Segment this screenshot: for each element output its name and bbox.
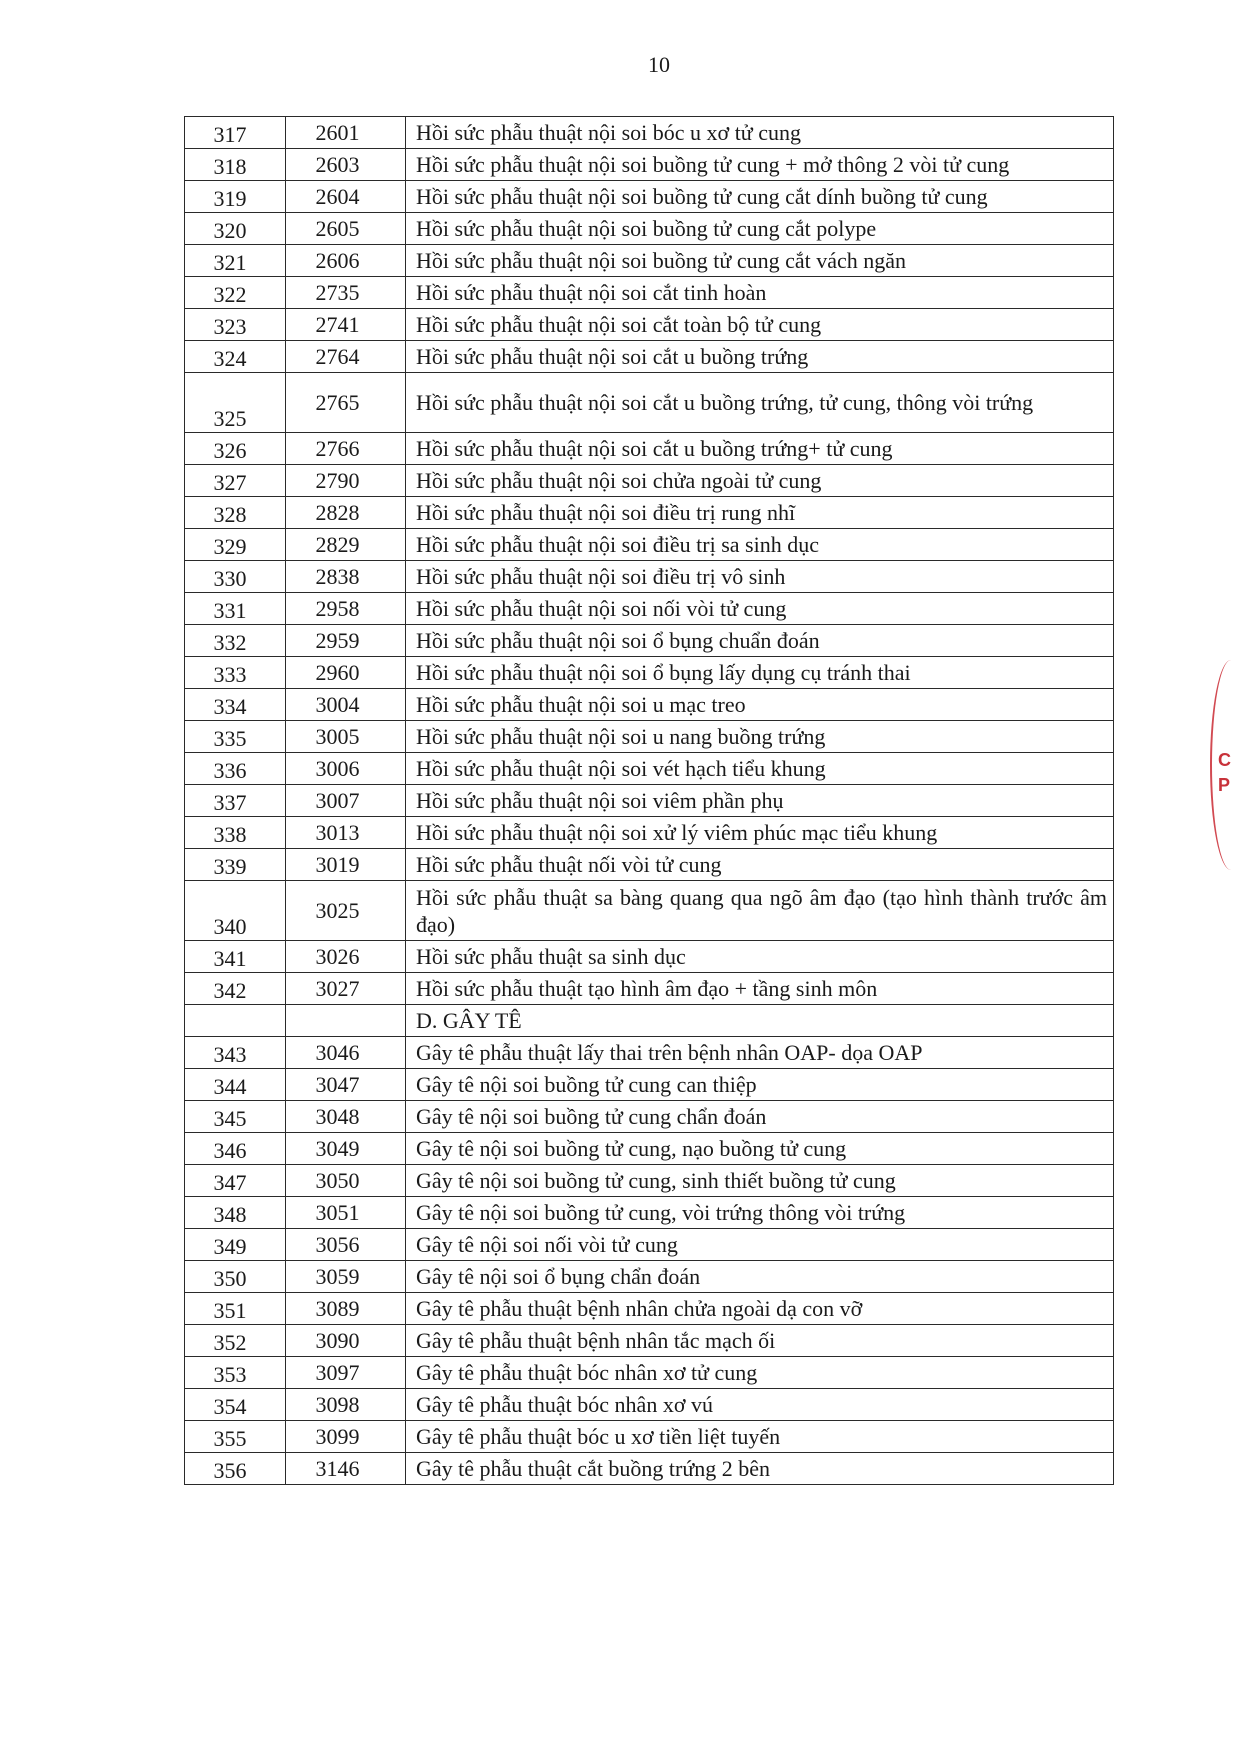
row-number-cell: 320 <box>185 213 286 245</box>
procedure-code-cell: 2829 <box>286 529 406 561</box>
table-row <box>185 973 1114 1005</box>
stamp-letter: P <box>1218 775 1231 795</box>
procedure-code-cell: 3027 <box>286 973 406 1005</box>
table-row <box>185 213 1114 245</box>
row-number-cell: 336 <box>185 753 286 785</box>
table-row <box>185 1165 1114 1197</box>
procedure-code-cell: 3005 <box>286 721 406 753</box>
procedure-table <box>184 116 1114 1485</box>
procedure-name-cell: Gây tê phẫu thuật lấy thai trên bệnh nhân OAP- dọa OAP <box>406 1037 1114 1069</box>
procedure-name-cell: Hồi sức phẫu thuật nội soi vét hạch tiểu khung <box>406 753 1114 785</box>
procedure-name-cell: Gây tê phẫu thuật bệnh nhân tắc mạch ối <box>406 1325 1114 1357</box>
procedure-name-cell: Hồi sức phẫu thuật nội soi điều trị vô sinh <box>406 561 1114 593</box>
row-number-cell: 322 <box>185 277 286 309</box>
procedure-code-cell: 2828 <box>286 497 406 529</box>
red-stamp-fragment <box>1216 660 1238 870</box>
procedure-code-cell: 3049 <box>286 1133 406 1165</box>
table-row <box>185 1229 1114 1261</box>
procedure-code-cell: 3007 <box>286 785 406 817</box>
table-row <box>185 1261 1114 1293</box>
procedure-name-cell: Gây tê nội soi nối vòi tử cung <box>406 1229 1114 1261</box>
table-row <box>185 1069 1114 1101</box>
row-number-cell: 345 <box>185 1101 286 1133</box>
procedure-code-cell: 3013 <box>286 817 406 849</box>
procedure-code-cell: 3019 <box>286 849 406 881</box>
row-number-cell: 323 <box>185 309 286 341</box>
procedure-table-body <box>185 117 1114 1485</box>
procedure-code-cell: 3046 <box>286 1037 406 1069</box>
table-row <box>185 721 1114 753</box>
table-row <box>185 849 1114 881</box>
procedure-code-cell: 3025 <box>286 881 406 941</box>
table-row <box>185 373 1114 433</box>
procedure-name-cell: Hồi sức phẫu thuật nội soi nối vòi tử cung <box>406 593 1114 625</box>
procedure-code-cell: 2790 <box>286 465 406 497</box>
procedure-name-cell: Hồi sức phẫu thuật nội soi buồng tử cung cắt polype <box>406 213 1114 245</box>
procedure-name-cell: Hồi sức phẫu thuật nội soi u mạc treo <box>406 689 1114 721</box>
row-number-cell: 319 <box>185 181 286 213</box>
procedure-code-cell: 2838 <box>286 561 406 593</box>
procedure-name-cell: Gây tê nội soi buồng tử cung, sinh thiết buồng tử cung <box>406 1165 1114 1197</box>
procedure-code-cell: 3098 <box>286 1389 406 1421</box>
table-row <box>185 753 1114 785</box>
row-number-cell: 330 <box>185 561 286 593</box>
table-row <box>185 1421 1114 1453</box>
procedure-code-cell: 2741 <box>286 309 406 341</box>
procedure-name-cell: Hồi sức phẫu thuật sa bàng quang qua ngõ âm đạo (tạo hình thành trước âm đạo) <box>406 881 1114 941</box>
row-number-cell: 342 <box>185 973 286 1005</box>
procedure-name-cell: Hồi sức phẫu thuật nội soi buồng tử cung + mở thông 2 vòi tử cung <box>406 149 1114 181</box>
procedure-name-cell: Hồi sức phẫu thuật nội soi bóc u xơ tử cung <box>406 117 1114 149</box>
row-number-cell: 332 <box>185 625 286 657</box>
procedure-code-cell: 3047 <box>286 1069 406 1101</box>
procedure-code-cell: 3050 <box>286 1165 406 1197</box>
table-row <box>185 341 1114 373</box>
row-number-cell: 343 <box>185 1037 286 1069</box>
procedure-code-cell: 2958 <box>286 593 406 625</box>
procedure-code-cell: 3059 <box>286 1261 406 1293</box>
row-number-cell: 321 <box>185 245 286 277</box>
procedure-code-cell: 3026 <box>286 941 406 973</box>
procedure-code-cell: 3090 <box>286 1325 406 1357</box>
row-number-cell: 344 <box>185 1069 286 1101</box>
procedure-code-cell: 3048 <box>286 1101 406 1133</box>
table-row <box>185 529 1114 561</box>
procedure-name-cell: Hồi sức phẫu thuật nội soi điều trị sa sinh dục <box>406 529 1114 561</box>
procedure-name-cell: Gây tê nội soi buồng tử cung chẩn đoán <box>406 1101 1114 1133</box>
procedure-name-cell: Hồi sức phẫu thuật nội soi u nang buồng trứng <box>406 721 1114 753</box>
procedure-name-cell: Hồi sức phẫu thuật sa sinh dục <box>406 941 1114 973</box>
procedure-name-cell: Hồi sức phẫu thuật tạo hình âm đạo + tầng sinh môn <box>406 973 1114 1005</box>
row-number-cell: 350 <box>185 1261 286 1293</box>
procedure-name-cell: Gây tê phẫu thuật bệnh nhân chửa ngoài dạ con vỡ <box>406 1293 1114 1325</box>
procedure-code-cell: 2960 <box>286 657 406 689</box>
table-row <box>185 657 1114 689</box>
table-row <box>185 117 1114 149</box>
row-number-cell: 329 <box>185 529 286 561</box>
row-number-cell: 317 <box>185 117 286 149</box>
table-row <box>185 1133 1114 1165</box>
procedure-code-cell: 2735 <box>286 277 406 309</box>
procedure-code-cell: 3089 <box>286 1293 406 1325</box>
procedure-name-cell: Gây tê nội soi buồng tử cung, vòi trứng thông vòi trứng <box>406 1197 1114 1229</box>
table-row <box>185 1101 1114 1133</box>
row-number-cell: 346 <box>185 1133 286 1165</box>
row-number-cell: 334 <box>185 689 286 721</box>
table-row <box>185 181 1114 213</box>
table-row <box>185 1453 1114 1485</box>
row-number-cell: 328 <box>185 497 286 529</box>
procedure-name-cell: Hồi sức phẫu thuật nội soi cắt tinh hoàn <box>406 277 1114 309</box>
table-row <box>185 593 1114 625</box>
procedure-code-cell: 3099 <box>286 1421 406 1453</box>
procedure-name-cell: Hồi sức phẫu thuật nối vòi tử cung <box>406 849 1114 881</box>
row-number-cell: 340 <box>185 881 286 941</box>
procedure-name-cell: Hồi sức phẫu thuật nội soi điều trị rung nhĩ <box>406 497 1114 529</box>
row-number-cell: 331 <box>185 593 286 625</box>
page-number: 10 <box>648 52 670 77</box>
procedure-code-cell: 2764 <box>286 341 406 373</box>
row-number-cell: 337 <box>185 785 286 817</box>
table-row <box>185 561 1114 593</box>
procedure-name-cell: Gây tê nội soi buồng tử cung, nạo buồng tử cung <box>406 1133 1114 1165</box>
table-row <box>185 1325 1114 1357</box>
procedure-name-cell: Hồi sức phẫu thuật nội soi ổ bụng lấy dụng cụ tránh thai <box>406 657 1114 689</box>
table-row <box>185 149 1114 181</box>
row-number-cell: 351 <box>185 1293 286 1325</box>
procedure-name-cell: Hồi sức phẫu thuật nội soi buồng tử cung cắt dính buồng tử cung <box>406 181 1114 213</box>
row-number-cell: 339 <box>185 849 286 881</box>
table-row <box>185 881 1114 941</box>
row-number-cell: 341 <box>185 941 286 973</box>
table-row <box>185 465 1114 497</box>
row-number-cell <box>185 1005 286 1037</box>
procedure-name-cell: Hồi sức phẫu thuật nội soi ổ bụng chuẩn đoán <box>406 625 1114 657</box>
section-header-row <box>185 1005 1114 1037</box>
table-row <box>185 625 1114 657</box>
table-row <box>185 277 1114 309</box>
row-number-cell: 327 <box>185 465 286 497</box>
procedure-code-cell: 3051 <box>286 1197 406 1229</box>
procedure-name-cell: Gây tê phẫu thuật cắt buồng trứng 2 bên <box>406 1453 1114 1485</box>
table-row <box>185 497 1114 529</box>
procedure-code-cell: 2606 <box>286 245 406 277</box>
procedure-code-cell: 2959 <box>286 625 406 657</box>
table-row <box>185 309 1114 341</box>
table-row <box>185 817 1114 849</box>
procedure-code-cell: 3056 <box>286 1229 406 1261</box>
row-number-cell: 348 <box>185 1197 286 1229</box>
procedure-code-cell <box>286 1005 406 1037</box>
stamp-letter: C <box>1218 750 1231 770</box>
table-row <box>185 689 1114 721</box>
procedure-code-cell: 2766 <box>286 433 406 465</box>
procedure-name-cell: Hồi sức phẫu thuật nội soi viêm phần phụ <box>406 785 1114 817</box>
row-number-cell: 326 <box>185 433 286 465</box>
row-number-cell: 353 <box>185 1357 286 1389</box>
procedure-name-cell: Hồi sức phẫu thuật nội soi cắt u buồng trứng <box>406 341 1114 373</box>
row-number-cell: 356 <box>185 1453 286 1485</box>
table-row <box>185 1389 1114 1421</box>
procedure-code-cell: 3004 <box>286 689 406 721</box>
procedure-name-cell: Hồi sức phẫu thuật nội soi cắt toàn bộ tử cung <box>406 309 1114 341</box>
procedure-code-cell: 2603 <box>286 149 406 181</box>
procedure-code-cell: 2601 <box>286 117 406 149</box>
procedure-code-cell: 2605 <box>286 213 406 245</box>
procedure-code-cell: 3006 <box>286 753 406 785</box>
table-row <box>185 1037 1114 1069</box>
procedure-name-cell: Gây tê phẫu thuật bóc nhân xơ vú <box>406 1389 1114 1421</box>
row-number-cell: 355 <box>185 1421 286 1453</box>
procedure-name-cell: Hồi sức phẫu thuật nội soi cắt u buồng trứng, tử cung, thông vòi trứng <box>406 373 1114 433</box>
procedure-name-cell: Gây tê nội soi buồng tử cung can thiệp <box>406 1069 1114 1101</box>
row-number-cell: 349 <box>185 1229 286 1261</box>
table-row <box>185 1357 1114 1389</box>
procedure-name-cell: Hồi sức phẫu thuật nội soi xử lý viêm phúc mạc tiểu khung <box>406 817 1114 849</box>
row-number-cell: 324 <box>185 341 286 373</box>
procedure-name-cell: Hồi sức phẫu thuật nội soi buồng tử cung cắt vách ngăn <box>406 245 1114 277</box>
procedure-name-cell: Gây tê nội soi ổ bụng chẩn đoán <box>406 1261 1114 1293</box>
row-number-cell: 338 <box>185 817 286 849</box>
procedure-code-cell: 3097 <box>286 1357 406 1389</box>
table-row <box>185 941 1114 973</box>
row-number-cell: 352 <box>185 1325 286 1357</box>
table-row <box>185 245 1114 277</box>
row-number-cell: 325 <box>185 373 286 433</box>
row-number-cell: 333 <box>185 657 286 689</box>
table-row <box>185 785 1114 817</box>
procedure-name-cell: Hồi sức phẫu thuật nội soi chửa ngoài tử cung <box>406 465 1114 497</box>
row-number-cell: 335 <box>185 721 286 753</box>
row-number-cell: 318 <box>185 149 286 181</box>
row-number-cell: 354 <box>185 1389 286 1421</box>
section-title-cell: D. GÂY TÊ <box>406 1005 1114 1037</box>
table-row <box>185 433 1114 465</box>
procedure-name-cell: Gây tê phẫu thuật bóc nhân xơ tử cung <box>406 1357 1114 1389</box>
table-row <box>185 1293 1114 1325</box>
table-row <box>185 1197 1114 1229</box>
procedure-code-cell: 2604 <box>286 181 406 213</box>
procedure-code-cell: 2765 <box>286 373 406 433</box>
row-number-cell: 347 <box>185 1165 286 1197</box>
procedure-name-cell: Hồi sức phẫu thuật nội soi cắt u buồng trứng+ tử cung <box>406 433 1114 465</box>
procedure-code-cell: 3146 <box>286 1453 406 1485</box>
procedure-name-cell: Gây tê phẫu thuật bóc u xơ tiền liệt tuyến <box>406 1421 1114 1453</box>
